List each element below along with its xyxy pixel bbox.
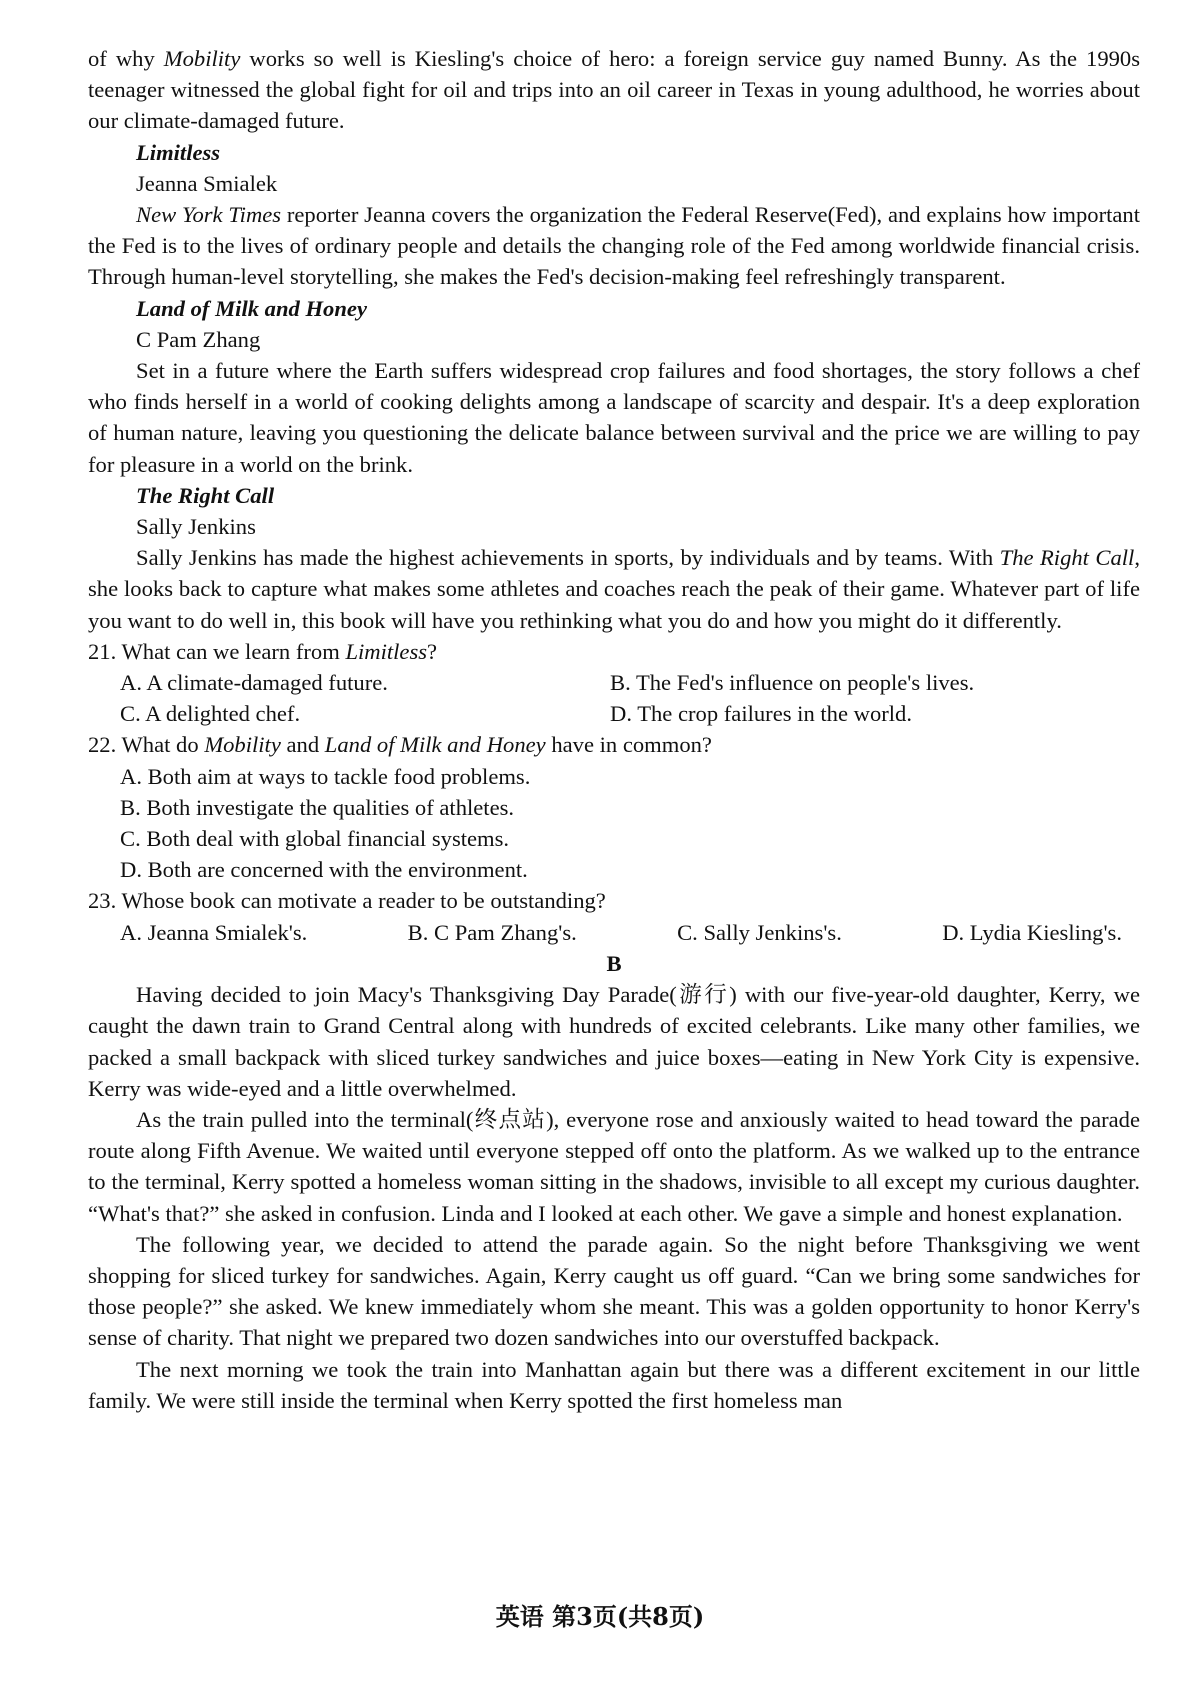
book-desc-land-of-milk-and-honey: Set in a future where the Earth suffers widespread crop failures and food shortages, the story follows a chef who finds herself in a world of cooking delights among a landscape of scarcity and despair. It's a deep exploration of human nature, leaving you questioning the delicate balance between survival and the price we are willing to pay for pleasure in a world on the brink.: [88, 358, 1140, 477]
passage-b-paragraph-4: The next morning we took the train into Manhattan again but there was a different excitement in our little family. We were still inside the terminal when Kerry spotted the first homeless man: [88, 1356, 1140, 1413]
question-23-options-row: [88, 917, 1140, 948]
text-run: works so well is Kiesling's choice of hero: a foreign service guy named Bunny. As the 1990s teenager witnessed the global fight for oil and trips into an oil career in Texas in young adulthood, he worries about our climate-damaged future.: [88, 46, 1140, 134]
page-footer: 英语 第3页(共8页): [495, 1602, 705, 1631]
question-21-options-row-2: [88, 698, 1140, 729]
book-title-italic: Mobility: [204, 732, 281, 758]
question-23-option-c[interactable]: C. Sally Jenkins's.: [677, 919, 842, 945]
question-21-option-b[interactable]: B. The Fed's influence on people's lives.: [610, 670, 975, 696]
question-21-option-d[interactable]: D. The crop failures in the world.: [610, 701, 913, 727]
book-desc-limitless: [88, 199, 1140, 293]
passage-b-paragraph-1: Having decided to join Macy's Thanksgiving Day Parade(游行) with our five-year-old daughter, Kerry, we caught the dawn train to Grand Central along with hundreds of excited celebrants. Like many other families, we packed a small backpack with sliced turkey sandwiches and juice boxes—eating in New York City is expensive. Kerry was wide-eyed and a little overwhelmed.: [88, 982, 1140, 1101]
book-title-italic: The Right Call: [999, 545, 1135, 571]
book-author-land-of-milk-and-honey: C Pam Zhang: [136, 326, 261, 352]
text-run: ?: [427, 638, 438, 664]
text-run: , she looks back to capture what makes some athletes and coaches reach the peak of their game. Whatever part of life you want to do well in, this book will have you rethinking what you do and how you might do it differently.: [88, 545, 1140, 633]
section-b-label: B: [606, 950, 622, 976]
question-23-option-d[interactable]: D. Lydia Kiesling's.: [942, 919, 1122, 945]
book-title-italic: Land of Milk and Honey: [324, 732, 546, 758]
text-run: have in common?: [545, 732, 712, 758]
book-title-italic: Mobility: [163, 46, 241, 71]
question-21-stem: [88, 636, 1140, 667]
passage-b-paragraph-3: The following year, we decided to attend the parade again. So the night before Thanksgiving we went shopping for sliced turkey for sandwiches. Again, Kerry caught us off guard. “Can we bring some sandwiches for those people?” she asked. We knew immediately whom she meant. This was a golden opportunity to honor Kerry's sense of charity. That night we prepared two dozen sandwiches into our overstuffed backpack.: [88, 1231, 1140, 1351]
question-22-option-b[interactable]: B. Both investigate the qualities of athletes.: [120, 794, 515, 820]
book-title-the-right-call: The Right Call: [136, 482, 275, 508]
book-title-limitless: Limitless: [136, 139, 221, 165]
question-23-option-b[interactable]: B. C Pam Zhang's.: [407, 919, 577, 945]
question-22-option-a[interactable]: A. Both aim at ways to tackle food problems.: [120, 763, 531, 789]
question-23-option-a[interactable]: A. Jeanna Smialek's.: [120, 919, 308, 945]
book-title-italic: Limitless: [345, 638, 428, 664]
book-author-limitless: Jeanna Smialek: [136, 170, 278, 196]
question-22-stem: [88, 729, 1140, 760]
book-author-the-right-call: Sally Jenkins: [136, 514, 256, 540]
text-run: Sally Jenkins has made the highest achievements in sports, by individuals and by teams. With: [136, 545, 1000, 571]
mobility-review-tail: [88, 43, 1140, 137]
text-run: 21. What can we learn from: [88, 638, 346, 664]
question-21-options-row-1: [88, 667, 1140, 698]
question-21-option-c[interactable]: C. A delighted chef.: [120, 701, 301, 727]
question-22-option-c[interactable]: C. Both deal with global financial systems.: [120, 826, 510, 852]
question-22-option-d[interactable]: D. Both are concerned with the environment.: [120, 857, 528, 883]
newspaper-name-italic: New York Times: [136, 202, 282, 228]
book-title-land-of-milk-and-honey: Land of Milk and Honey: [136, 295, 367, 321]
text-run: reporter Jeanna covers the organization the Federal Reserve(Fed), and explains how important the Fed is to the lives of ordinary people and details the changing role of the Fed among worldwide financial crisis. Through human-level storytelling, she makes the Fed's decision-making feel refreshingly transparent.: [88, 202, 1140, 290]
question-23-stem: 23. Whose book can motivate a reader to be outstanding?: [88, 888, 606, 914]
book-desc-the-right-call: [88, 542, 1140, 636]
passage-b-paragraph-2: As the train pulled into the terminal(终点站), everyone rose and anxiously waited to head toward the parade route along Fifth Avenue. We waited until everyone stepped off onto the platform. As we walked up to the entrance to the terminal, Kerry spotted a homeless woman sitting in the shadows, invisible to all except my curious daughter. “What's that?” she asked in confusion. Linda and I looked at each other. We gave a simple and honest explanation.: [88, 1106, 1140, 1226]
question-21-option-a[interactable]: A. A climate-damaged future.: [120, 670, 388, 696]
text-run: 22. What do: [88, 732, 205, 758]
text-run: of why: [88, 46, 164, 71]
text-run: and: [280, 732, 325, 758]
